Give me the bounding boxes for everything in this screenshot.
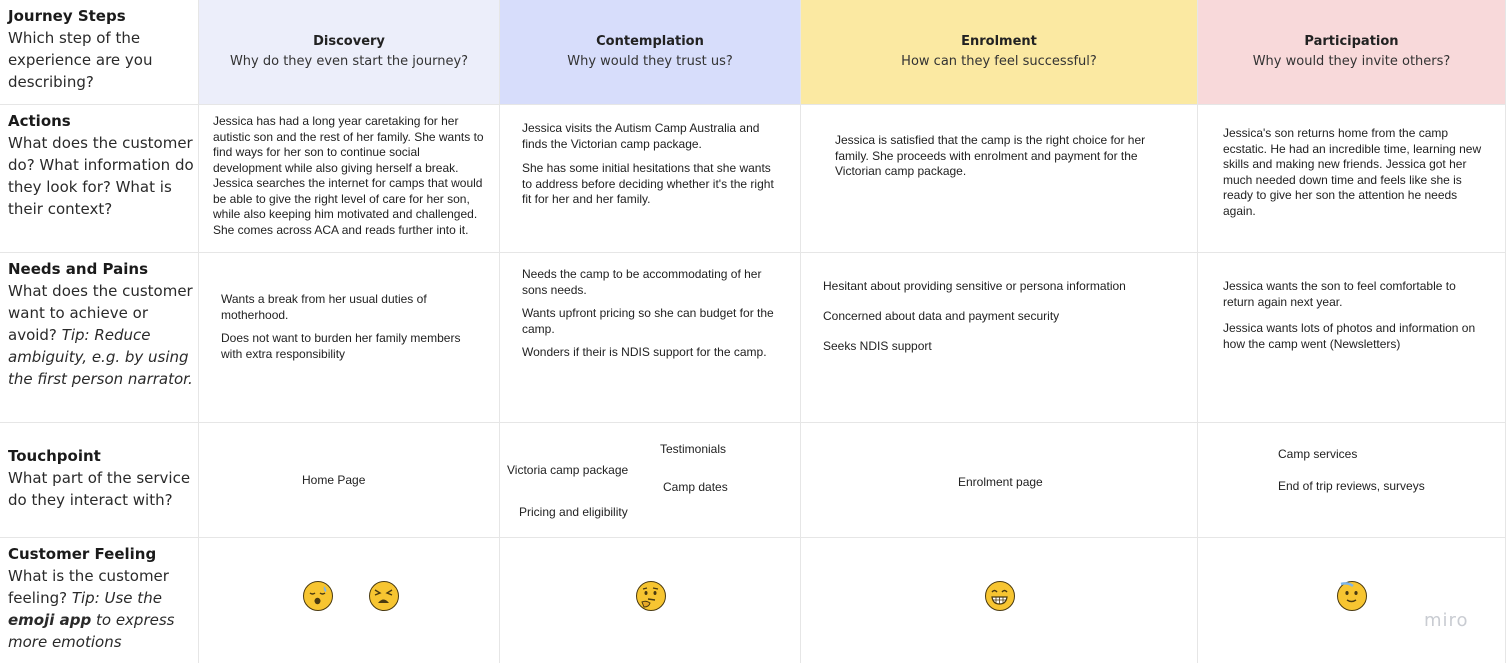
touchpoint-camp-dates[interactable]: Camp dates (663, 480, 728, 494)
touchpoint-victoria-camp-package[interactable]: Victoria camp package (507, 463, 629, 477)
stage-name: Participation (1304, 34, 1399, 49)
thinking-face-icon[interactable] (636, 581, 666, 611)
row-description: What does the customer do? What information do they look for? What is their context? (8, 134, 194, 218)
action-note-discovery[interactable] (213, 114, 489, 238)
action-note-enrolment[interactable] (835, 133, 1170, 180)
note-paragraph: Jessica wants lots of photos and information on how the camp went (Newsletters) (1223, 321, 1476, 351)
row-title: Needs and Pains (8, 260, 149, 278)
note-paragraph: Seeks NDIS support (823, 339, 932, 353)
row-description-text: What is the customer feeling? (8, 567, 169, 607)
stage-name: Contemplation (596, 34, 704, 49)
row-header-needs-and-pains (0, 253, 199, 423)
touchpoint-end-of-trip-reviews[interactable]: End of trip reviews, surveys (1278, 479, 1425, 493)
note-paragraph: Does not want to burden her family members with extra responsibility (221, 331, 461, 361)
row-description (8, 280, 194, 390)
row-title: Touchpoint (8, 447, 101, 465)
touchpoint-camp-services[interactable]: Camp services (1278, 447, 1358, 461)
note-paragraph: Wonders if their is NDIS support for the camp. (522, 345, 767, 359)
stage-question: How can they feel successful? (901, 54, 1097, 69)
needs-note-enrolment[interactable] (823, 279, 1183, 355)
stage-header-discovery (199, 0, 500, 105)
note-paragraph: Jessica is satisfied that the camp is the right choice for her family. She proceeds with enrolment and payment for the Victorian camp package. (835, 133, 1146, 178)
action-note-participation[interactable] (1223, 126, 1483, 219)
note-paragraph: Jessica has had a long year caretaking for her autistic son and the rest of her family. She wants to find ways for her son to continue social development while also giving herself a break. Jessica searches the internet for camps that would be able to give the right level of care for her son, while also keeping him motivated and challenged. She comes across ACA and reads further into it. (213, 114, 484, 237)
row-description: What part of the service do they interact with? (8, 469, 191, 509)
weary-face-icon[interactable] (369, 581, 399, 611)
row-header-touchpoint (0, 423, 199, 538)
row-header-customer-feeling (0, 538, 199, 663)
needs-note-contemplation[interactable] (522, 267, 780, 361)
note-paragraph: Jessica visits the Autism Camp Australia and finds the Victorian camp package. (522, 121, 760, 151)
hot-face-icon[interactable] (1337, 581, 1367, 611)
note-paragraph: Needs the camp to be accommodating of her sons needs. (522, 267, 762, 297)
row-tip-end: to express more emotions (8, 611, 175, 651)
note-paragraph: Jessica's son returns home from the camp ecstatic. He had an incredible time, learning new skills and making new friends. Jessica got her much needed down time and feels like she is ready to give her son the attention he needs again. (1223, 126, 1482, 218)
stage-header-enrolment (801, 0, 1198, 105)
action-note-contemplation[interactable] (522, 121, 784, 208)
row-description-text: What does the customer want to achieve or avoid? (8, 282, 193, 344)
needs-note-participation[interactable] (1223, 279, 1485, 352)
stage-question: Why would they invite others? (1252, 54, 1451, 69)
note-paragraph: Concerned about data and payment security (823, 308, 1060, 323)
stage-name: Discovery (313, 34, 385, 49)
note-paragraph: Wants upfront pricing so she can budget for the camp. (522, 306, 774, 336)
row-tip: Tip: Reduce ambiguity, e.g. by using the first person narrator. (8, 326, 193, 388)
stage-question: Why would they trust us? (567, 54, 733, 69)
touchpoint-enrolment-page[interactable]: Enrolment page (958, 475, 1043, 489)
row-title: Customer Feeling (8, 545, 157, 563)
stage-header-contemplation (500, 0, 801, 105)
note-paragraph: Hesitant about providing sensitive or persona information (823, 279, 1126, 293)
feeling-cell-discovery (199, 538, 500, 663)
row-title: Actions (8, 112, 71, 130)
stage-name: Enrolment (961, 34, 1037, 49)
row-header-journey-steps (0, 0, 199, 105)
miro-watermark-logo: miro (1424, 610, 1469, 631)
emoji-app-link[interactable]: emoji app (8, 611, 92, 629)
touchpoint-home-page[interactable]: Home Page (302, 473, 366, 487)
note-paragraph: Jessica wants the son to feel comfortable to return again next year. (1223, 279, 1456, 309)
note-paragraph: She has some initial hesitations that she wants to address before deciding whether it's the right fit for her and her family. (522, 161, 774, 206)
sleepy-face-icon[interactable] (303, 581, 333, 611)
note-paragraph: Wants a break from her usual duties of motherhood. (221, 292, 427, 322)
stage-header-participation (1198, 0, 1506, 105)
row-description: Which step of the experience are you describing? (8, 29, 153, 91)
needs-note-discovery[interactable] (221, 292, 471, 362)
row-tip: Tip: Use the (71, 589, 162, 607)
stage-question: Why do they even start the journey? (229, 54, 469, 69)
row-header-actions (0, 105, 199, 253)
grinning-face-icon[interactable] (985, 581, 1015, 611)
touchpoint-cell-contemplation (500, 423, 801, 538)
touchpoint-pricing-and-eligibility[interactable]: Pricing and eligibility (519, 505, 628, 519)
touchpoint-testimonials[interactable]: Testimonials (660, 442, 727, 456)
row-title: Journey Steps (8, 7, 126, 25)
row-description (8, 565, 194, 653)
